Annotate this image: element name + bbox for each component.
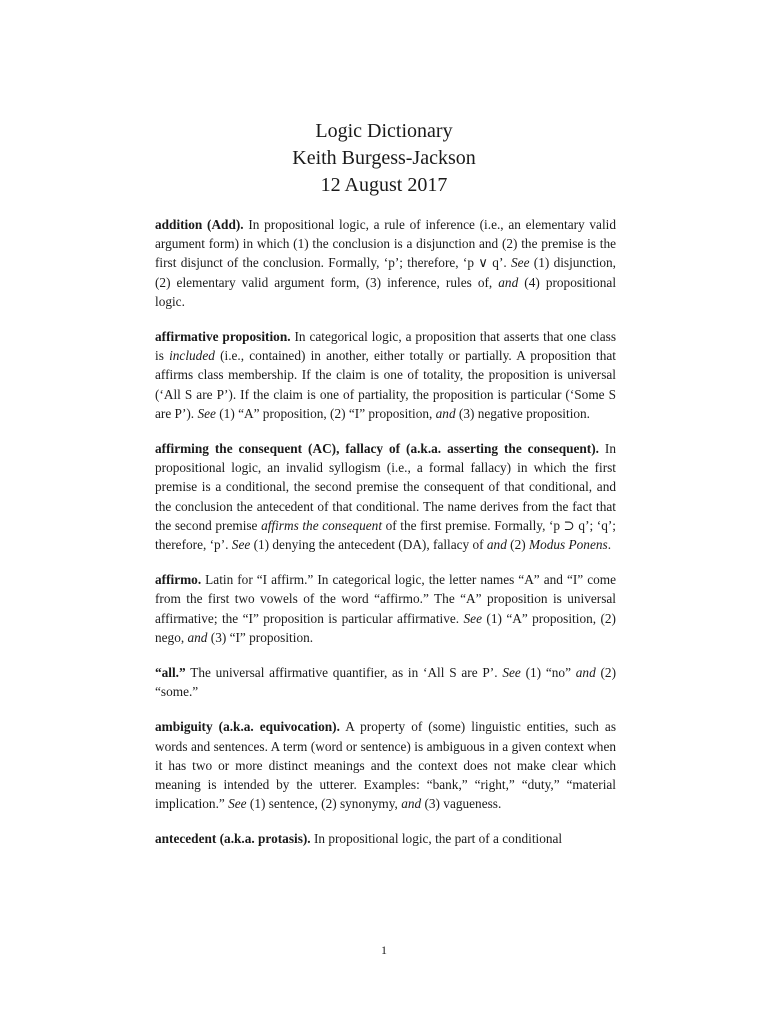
title-block: [0, 118, 768, 199]
definition-text: In categorical logic, a proposition that asserts that one class is: [155, 329, 616, 364]
definition-emphasis: Modus Ponens: [529, 537, 608, 553]
entry-definition: [155, 665, 616, 699]
definition-text: (1) “A” proposition, (2) nego,: [155, 610, 616, 645]
definition-text: (1) denying the antecedent (DA), fallacy of: [250, 537, 487, 553]
definition-text: In propositional logic, the part of a conditional: [310, 831, 563, 847]
definition-emphasis: See: [511, 255, 530, 271]
dictionary-entry: [155, 327, 616, 423]
dictionary-entry: [155, 570, 616, 647]
entry-term: affirmo.: [155, 572, 202, 588]
definition-text: (3) negative proposition.: [455, 405, 591, 421]
definition-text: (3) vagueness.: [421, 796, 502, 812]
definition-emphasis: and: [486, 537, 507, 553]
definition-text: Latin for “I affirm.” In categorical logic, the letter names “A” and “I” come from the first two vowels of the word “affirmo.” The “A” proposition is universal affirmative; the “I” proposition is particular affirmative.: [155, 572, 616, 626]
definition-text: (2) “some.”: [155, 665, 617, 700]
entry-term: affirming the consequent (AC), fallacy of (a.k.a. asserting the consequent).: [155, 441, 599, 457]
definition-text: (4) propositional logic.: [155, 274, 617, 309]
definition-emphasis: included: [169, 348, 215, 364]
definition-text: (1) “A” proposition, (2) “I” proposition,: [215, 405, 436, 421]
definition-text: A property of (some) linguistic entities, such as words and sentences. A term (word or sentence) is ambiguous in a given context when it has two or more distinct meanings and the context does not make clear which meaning is intended by the utterer. Examples: “bank,” “right,” “duty,” “material implication.”: [155, 719, 616, 812]
definition-emphasis: and: [187, 629, 208, 645]
entry-term: “all.”: [155, 665, 186, 681]
entry-definition: [155, 441, 616, 552]
definition-text: In propositional logic, an invalid syllogism (i.e., a formal fallacy) in which the first premise is a conditional, the second premise the consequent of that conditional, and the conclusion the antecedent of that conditional. The name derives from the fact that the second premise: [155, 441, 616, 533]
page-number: 1: [381, 943, 387, 957]
definition-text: (1) disjunction, (2) elementary valid argument form, (3) inference, rules of,: [155, 255, 616, 290]
entry-term: antecedent (a.k.a. protasis).: [155, 831, 311, 847]
definition-emphasis: See: [228, 796, 247, 812]
dictionary-entry: [155, 717, 616, 813]
document-title: Logic Dictionary: [315, 120, 453, 142]
definition-text: (2): [506, 537, 530, 553]
entry-definition: [155, 572, 616, 645]
definition-emphasis: See: [197, 405, 216, 421]
dictionary-entry: [155, 829, 616, 848]
definition-emphasis: See: [463, 610, 482, 626]
definition-emphasis: See: [231, 537, 251, 553]
dictionary-entry: [155, 439, 616, 554]
entry-definition: [311, 831, 562, 846]
definition-text: (i.e., contained) in another, either totally or partially. A proposition that affirms class membership. If the claim is one of totality, the proposition is universal (‘All S are P’). If the claim is one of partiality, the proposition is particular (‘Some S are P’).: [155, 348, 616, 421]
definition-emphasis: and: [435, 405, 456, 421]
definition-text: In propositional logic, a rule of inference (i.e., an elementary valid argument form) in which (1) the conclusion is a disjunction and (2) the premise is the first disjunct of the conclusion. Formally, ‘p’; therefore, ‘p ∨ q’.: [155, 217, 616, 271]
definition-text: (1) sentence, (2) synonymy,: [246, 796, 402, 812]
definition-text: of the first premise. Formally, ‘p ⊃ q’; ‘q’; therefore, ‘p’.: [155, 517, 616, 553]
definition-emphasis: and: [498, 274, 519, 290]
document-author: Keith Burgess-Jackson: [292, 147, 476, 169]
dictionary-entries: [155, 215, 616, 865]
definition-emphasis: and: [575, 665, 596, 681]
entry-term: addition (Add).: [155, 217, 244, 232]
dictionary-entry: [155, 215, 616, 311]
entry-term: affirmative proposition.: [155, 329, 291, 345]
definition-text: The universal affirmative quantifier, as in ‘All S are P’.: [185, 665, 503, 681]
entry-term: ambiguity (a.k.a. equivocation).: [155, 719, 340, 735]
document-date: 12 August 2017: [320, 174, 448, 196]
definition-emphasis: and: [401, 796, 422, 812]
definition-text: (3) “I” proposition.: [207, 629, 314, 645]
definition-emphasis: affirms the consequent: [261, 517, 383, 533]
dictionary-entry: [155, 663, 616, 701]
definition-text: .: [607, 537, 612, 553]
definition-emphasis: See: [502, 665, 521, 681]
definition-text: (1) “no”: [520, 665, 576, 681]
